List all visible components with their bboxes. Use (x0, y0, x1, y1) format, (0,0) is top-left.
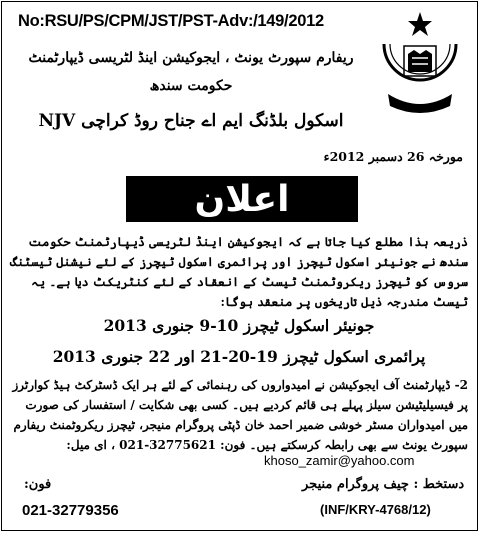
contact-email: khoso_zamir@yahoo.com (264, 453, 415, 468)
address-heading: NJV اسکول بلڈنگ ایم اے جناح روڈ کراچی (38, 111, 344, 131)
body-paragraph-2: 2- ڈیپارٹمنٹ آف ایجوکیشن نے امیدواروں کی رہنمائی کے لئے ہر ایک ڈسٹرکٹ ہیڈ کوارٹرز پر فیسیلیٹیشن سیلز پہلے ہی قائم کردیے ہیں۔ کسی بھی شکایت / استفسار کی صورت میں امیدواران مسٹر خوشی ضمیر احمد خان ڈپٹی پروگرام منیجر، ٹیچرز ریکروٹمنٹ ریفارم سپورٹ یونٹ سے بھی رابطہ کرسکتے ہیں۔ فون: 32775621-021 ، ای میل: (12, 378, 468, 452)
inf-code: (INF/KRY-4768/12) (320, 502, 431, 517)
junior-teachers-schedule: جونیئر اسکول ٹیچرز 10-9 جنوری 2013 (103, 316, 375, 335)
reference-number: No:RSU/PS/CPM/JST/PST-Adv:/149/2012 (18, 12, 324, 30)
primary-teachers-schedule: پرائمری اسکول ٹیچرز 19-20-21 اور 22 جنوری 2013 (52, 347, 426, 366)
seal-caption: حکومت سندھ (397, 91, 445, 100)
body-paragraph-1: ذریعہ ہذا مطلع کیا جاتا ہے کہ ایجوکیشن اینڈ لٹریسی ڈیپارٹمنٹ حکومت سندھ نے جونیئر اسکول ٹیچرز اور پرائمری اسکول ٹیچرز کے لئے نیشنل ٹیسٹنگ سروس کو ٹیچرز ریکروٹمنٹ ٹیسٹ کے انعقاد کے لئے کنٹریکٹ دیا ہے۔ یہ ٹیسٹ مندرجہ ذیل تاریخوں پر منعقد ہوگا: (10, 235, 468, 309)
signatory: دستخط : چیف پروگرام منیجر (302, 477, 465, 492)
advertisement-notice (1, 1, 478, 531)
phone-label: فون: (24, 477, 52, 492)
chief-phone: 021-32779356 (22, 502, 119, 519)
announcement-title: اعلان (126, 176, 358, 222)
department-heading: ریفارم سپورٹ یونٹ ، ایجوکیشن اینڈ لٹریسی ڈیپارٹمنٹ (28, 50, 354, 66)
government-heading: حکومت سندھ (149, 78, 233, 94)
notice-date: مورخہ 26 دسمبر 2012ء (323, 149, 463, 164)
